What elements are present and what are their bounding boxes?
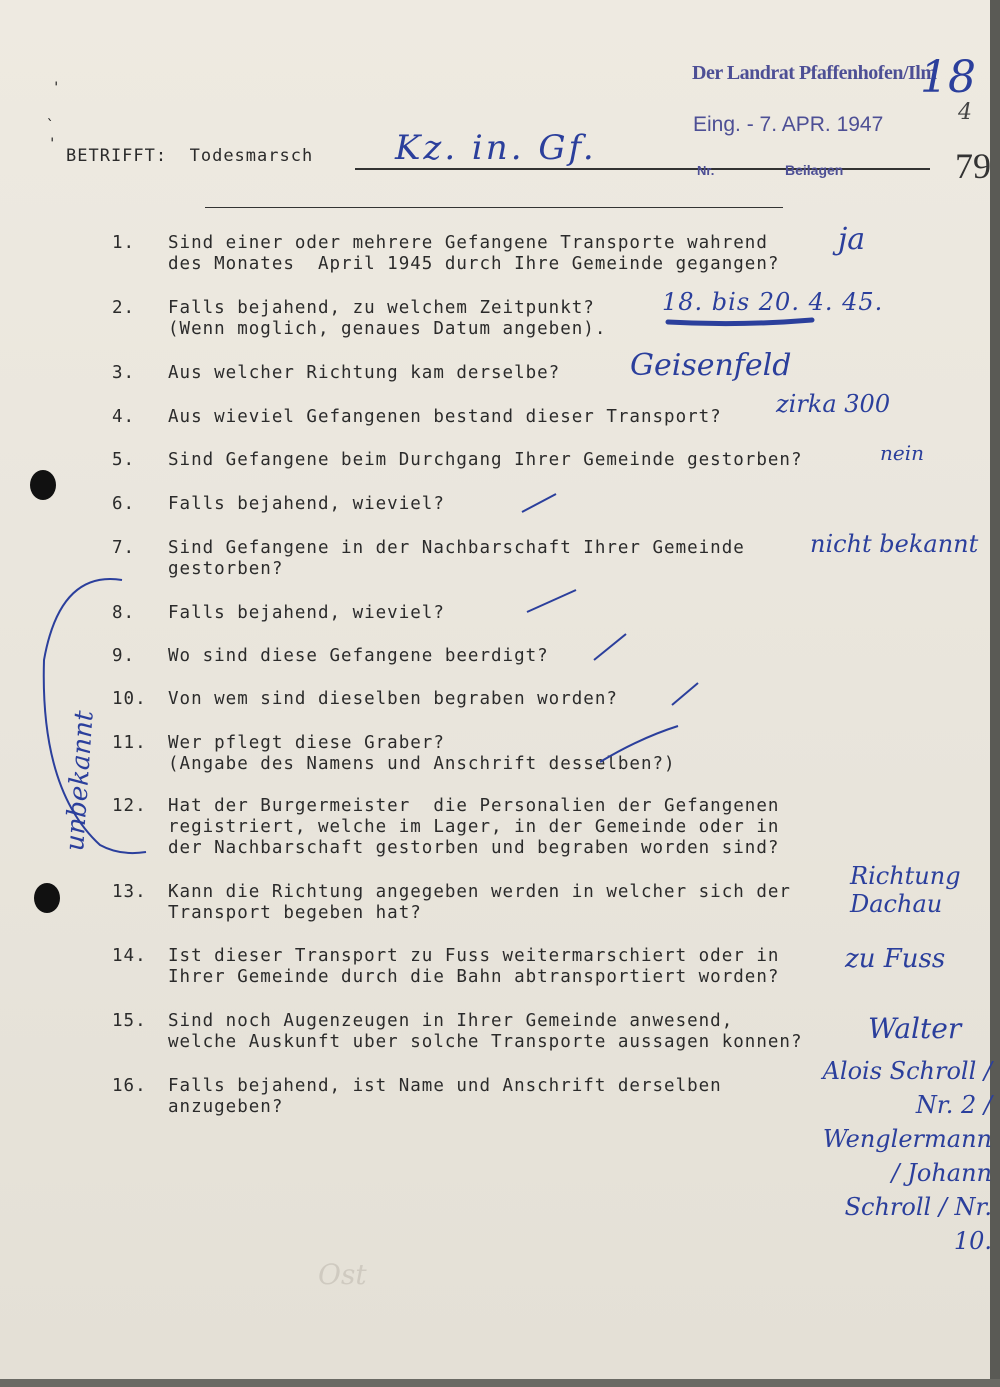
question-number: 10. xyxy=(112,689,147,709)
page-number: 79 xyxy=(955,146,991,186)
subject-text: Todesmarsch xyxy=(189,146,314,166)
question-number: 14. xyxy=(112,946,147,966)
question-text: Falls bejahend, wieviel? xyxy=(168,494,445,514)
question-number: 12. xyxy=(112,796,147,816)
question-number: 5. xyxy=(112,450,136,470)
answer-6-slash xyxy=(522,494,556,512)
answer-8-slash xyxy=(527,590,576,612)
question-text: Wer pflegt diese Graber? (Angabe des Namens und Anschrift desselben?) xyxy=(168,733,676,774)
question-number: 16. xyxy=(112,1076,147,1096)
answer-3: Geisenfeld xyxy=(630,348,792,383)
question-number: 8. xyxy=(112,603,136,623)
question-text: Sind Gefangene beim Durchgang Ihrer Gemeinde gestorben? xyxy=(168,450,803,470)
answer-14: zu Fuss xyxy=(845,944,946,974)
question-text: Sind Gefangene in der Nachbarschaft Ihrer Gemeinde gestorben? xyxy=(168,538,745,579)
stamp-handwritten-number: 18 xyxy=(920,52,976,103)
question-text: Falls bejahend, wieviel? xyxy=(168,603,445,623)
question-number: 15. xyxy=(112,1011,147,1031)
question-number: 9. xyxy=(112,646,136,666)
question-text: Ist dieser Transport zu Fuss weitermarschiert oder in Ihrer Gemeinde durch die Bahn abtransportiert worden? xyxy=(168,946,780,987)
question-number: 2. xyxy=(112,298,136,318)
margin-note: unbekannt xyxy=(60,709,100,853)
scan-mark: ` xyxy=(46,118,55,134)
answer-2: 18. bis 20. 4. 45. xyxy=(662,288,884,316)
stamp-authority: Der Landrat Pfaffenhofen/Ilm xyxy=(692,62,937,84)
answer-4: zirka 300 xyxy=(776,390,891,418)
question-text: Wo sind diese Gefangene beerdigt? xyxy=(168,646,549,666)
stamp-nr: Nr. xyxy=(697,163,715,178)
question-number: 11. xyxy=(112,733,147,753)
question-text: Sind noch Augenzeugen in Ihrer Gemeinde anwesend, welche Auskunft uber solche Transporte aussagen konnen? xyxy=(168,1011,803,1052)
answer-2-underline xyxy=(668,320,812,324)
subject-handwritten: Kz. in. Gf. xyxy=(395,128,597,168)
question-number: 4. xyxy=(112,407,136,427)
scan-mark: ' xyxy=(52,80,61,96)
answer-7: nicht bekannt xyxy=(810,530,979,558)
answer-5: nein xyxy=(880,441,924,465)
faint-pencil-note: Ost xyxy=(318,1258,367,1291)
question-number: 7. xyxy=(112,538,136,558)
question-text: Von wem sind dieselben begraben worden? xyxy=(168,689,618,709)
answer-10-slash xyxy=(672,683,698,705)
answer-16: Alois Schroll / Nr. 2 / Wenglermann / Johann Schroll / Nr. 10. xyxy=(822,1057,992,1255)
answer-9-slash xyxy=(594,634,626,660)
answer-11-slash xyxy=(600,726,678,762)
question-text: Sind einer oder mehrere Gefangene Transporte wahrend des Monates April 1945 durch Ihre Gemeinde gegangen? xyxy=(168,233,780,274)
question-text: Hat der Burgermeister die Personalien der Gefangenen registriert, welche im Lager, in der Gemeinde oder in der Nachbarschaft gestorben und begraben worden sind? xyxy=(168,796,780,858)
question-text: Falls bejahend, zu welchem Zeitpunkt? (Wenn moglich, genaues Datum angeben). xyxy=(168,298,607,339)
betrifft-label: BETRIFFT: xyxy=(66,146,168,166)
question-text: Aus wieviel Gefangenen bestand dieser Transport? xyxy=(168,407,722,427)
answer-15: Walter xyxy=(868,1012,962,1045)
question-number: 6. xyxy=(112,494,136,514)
question-text: Falls bejahend, ist Name und Anschrift derselben anzugeben? xyxy=(168,1076,722,1117)
answer-13: Richtung Dachau xyxy=(850,862,961,918)
answer-1: ja xyxy=(838,222,866,257)
question-text: Kann die Richtung angegeben werden in welcher sich der Transport begeben hat? xyxy=(168,882,791,923)
stamp-received: Eing. - 7. APR. 1947 xyxy=(693,113,884,136)
stamp-side-number: 4 xyxy=(958,100,972,125)
question-number: 3. xyxy=(112,363,136,383)
question-number: 1. xyxy=(112,233,136,253)
question-text: Aus welcher Richtung kam derselbe? xyxy=(168,363,561,383)
stamp-beilagen: Beilagen xyxy=(785,162,844,178)
question-number: 13. xyxy=(112,882,147,902)
scan-mark: ' xyxy=(48,136,57,152)
